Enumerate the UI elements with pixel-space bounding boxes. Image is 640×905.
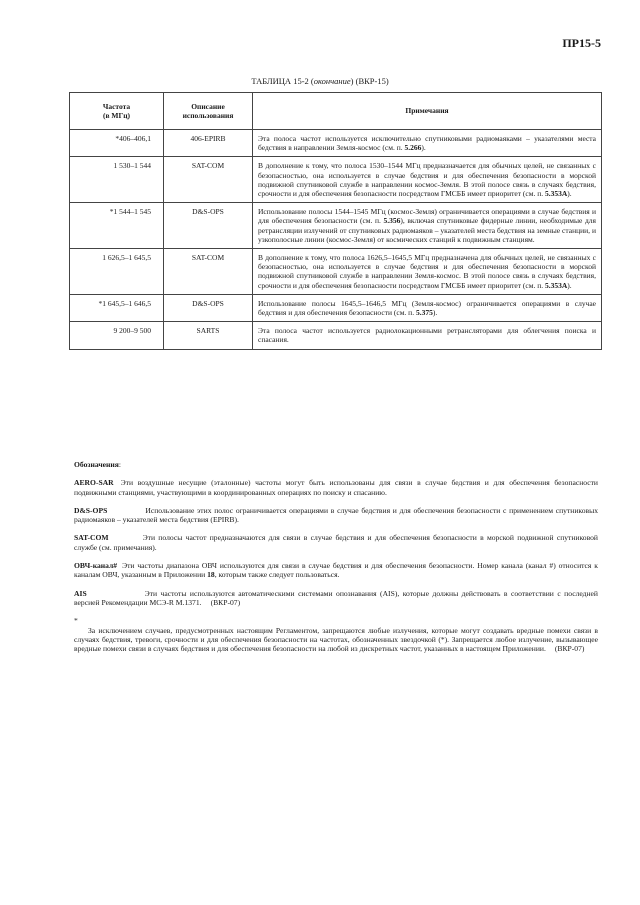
table-row	[70, 157, 602, 203]
legend-heading: Обозначения:	[74, 460, 121, 469]
footnote-suffix: (ВКР-07)	[554, 644, 585, 654]
frequency-cell: 1 626,5–1 645,5	[70, 249, 164, 295]
note-reference: 5.353А	[544, 189, 568, 199]
note-text: Использование полосы 1645,5–1646,5 МГц (Земля-космос) ограничивается операциями в случае бедствия и для обеспечения безопасности (см. п.	[258, 298, 596, 318]
frequency-cell: *1 544–1 545	[70, 203, 164, 249]
note-cell	[253, 157, 602, 203]
legend-text-end: , которым также следует пользоваться.	[214, 570, 340, 580]
legend-item-ds-ops	[74, 506, 598, 525]
note-text-end: ).	[432, 308, 438, 318]
legend-item-aero-sar	[74, 478, 598, 497]
header-description-line1: Описание	[191, 101, 225, 111]
note-cell	[253, 130, 602, 157]
note-reference: 5.353А	[544, 280, 568, 290]
note-text-end: ).	[567, 280, 572, 290]
legend-text: Эти воздушные несущие (эталонные) частоты могут быть использованы для связи в случае бедствия и для обеспечения безопасности подвижными станциями, участвующими в координированных операциях по поиску и спасанию.	[74, 478, 598, 497]
legend-term: AIS	[74, 588, 87, 598]
description-cell: SAT-COM	[164, 157, 253, 203]
note-cell	[253, 249, 602, 295]
legend-text: Эти частоты диапазона ОВЧ используются для связи в случае бедствия и для обеспечения безопасности. Номер канала (канал #) относится к каналам ОВЧ, указанным в Приложении	[74, 561, 598, 580]
footnote	[74, 616, 598, 653]
legend-item-sat-com	[74, 533, 598, 552]
note-cell	[253, 203, 602, 249]
header-description	[164, 93, 253, 130]
legend-item-ais	[74, 589, 598, 608]
table-row	[70, 203, 602, 249]
table-row	[70, 130, 602, 157]
page-number: ПР15-5	[562, 36, 601, 50]
table-row	[70, 322, 602, 349]
caption-prefix: ТАБЛИЦА 15-2 (	[251, 76, 314, 86]
note-reference: 5.375	[415, 308, 433, 318]
frequency-cell: 1 530–1 544	[70, 157, 164, 203]
table-caption	[0, 76, 640, 86]
legend-section	[74, 460, 598, 662]
note-cell	[253, 294, 602, 321]
frequency-cell: 9 200–9 500	[70, 322, 164, 349]
legend-term: AERO-SAR	[74, 478, 114, 488]
header-notes: Примечания	[253, 93, 602, 130]
header-description-line2: использования	[182, 111, 234, 120]
description-cell: SAT-COM	[164, 249, 253, 295]
note-cell	[253, 322, 602, 349]
table-header-row	[70, 93, 602, 130]
note-text-end: ), включая спутниковые фидерные линии, необходимые для ретрансляции излучений от спутниковых радиомаяков – указателей места бедствия на земные станции, и узкополосные линии (космос-Земля) от космических станций к подвижным станциям.	[258, 216, 596, 244]
legend-reference: 18	[207, 570, 215, 580]
note-reference: 5.356	[383, 216, 401, 226]
frequency-cell: *1 645,5–1 646,5	[70, 294, 164, 321]
footnote-mark: *	[74, 616, 78, 626]
legend-text: Использование этих полос ограничивается операциями в случае бедствия и для обеспечения безопасности с применением спутниковых радиомаяков – указателей места бедствия (EPIRB).	[74, 505, 598, 525]
note-text: В дополнение к тому, что полоса 1626,5–1645,5 МГц предназначена для обычных целей, не связанных с безопасностью, она используется в случае бедствия и для обеспечения безопасности в морской подвижной спутниковой службе в направлении Земля-космос. В этой полосе связь в случаях бедствия, срочности и для обеспечения безопасности посредством ГМСББ имеет приоритет (см. п.	[258, 253, 596, 290]
frequency-table	[69, 92, 602, 350]
header-frequency-line1: Частота	[102, 101, 131, 111]
note-text: Эта полоса частот используется радиолокационными ретрансляторами для облегчения поиска и спасания.	[258, 326, 596, 345]
description-cell: D&S-OPS	[164, 294, 253, 321]
header-frequency	[70, 93, 164, 130]
description-cell: SARTS	[164, 322, 253, 349]
description-cell: D&S-OPS	[164, 203, 253, 249]
note-reference: 5.266	[404, 143, 422, 153]
legend-text: Эти частоты используются автоматическими системами опознавания (AIS), которые должны действовать в соответствии с последней версией Рекомендации МСЭ-R M.1371.	[74, 588, 598, 607]
table-row	[70, 294, 602, 321]
frequency-cell: *406–406,1	[70, 130, 164, 157]
legend-term: D&S-OPS	[74, 505, 108, 515]
note-text-end: ).	[421, 143, 426, 153]
note-text-end: ).	[567, 189, 572, 199]
legend-term: SAT-COM	[74, 533, 109, 543]
caption-suffix: ) (ВКР-15)	[350, 76, 389, 86]
footnote-text: За исключением случаев, предусмотренных настоящим Регламентом, запрещаются любые излучения, которые могут создавать вредные помехи связи в случаях бедствия, тревоги, срочности и для обеспечения безопасности на частотах, обозначенных звездочкой (*). Запрещается любое излучение, вызывающее вредные помехи связи в случаях бедствия и для обеспечения безопасности на любой из дискретных частот, указанных в настоящем Приложении.	[74, 625, 598, 654]
header-frequency-line2: (в МГц)	[102, 111, 131, 120]
note-text: В дополнение к тому, что полоса 1530–1544 МГц предназначается для обычных целей, не связанных с безопасностью, она используется в случае бедствия и для обеспечения безопасности в морской подвижной спутниковой службе в направлении космос-Земля. В этой полосе связь в случаях бедствия, срочности и для обеспечения безопасности посредством ГМСББ имеет приоритет (см. п.	[258, 161, 596, 199]
description-cell: 406-EPIRB	[164, 130, 253, 157]
note-text: Эта полоса частот используется исключительно спутниковыми радиомаяками – указателями места бедствия в направлении Земля-космос (см. п.	[258, 134, 596, 153]
legend-text: Эти полосы частот предназначаются для связи в случае бедствия и для обеспечения безопасности в морской подвижной спутниковой службе (см. примечания).	[74, 533, 598, 552]
note-text: Использование полосы 1544–1545 МГц (космос-Земля) ограничивается операциями в случае бедствия и для обеспечения безопасности (см. п.	[258, 207, 596, 226]
table-row	[70, 249, 602, 295]
legend-term: ОВЧ-канал#	[74, 561, 118, 571]
legend-suffix: (ВКР-07)	[210, 597, 241, 607]
caption-italic: окончание	[313, 76, 351, 86]
legend-item-vhf-channel	[74, 561, 598, 580]
legend-title: Обозначения	[74, 460, 119, 469]
